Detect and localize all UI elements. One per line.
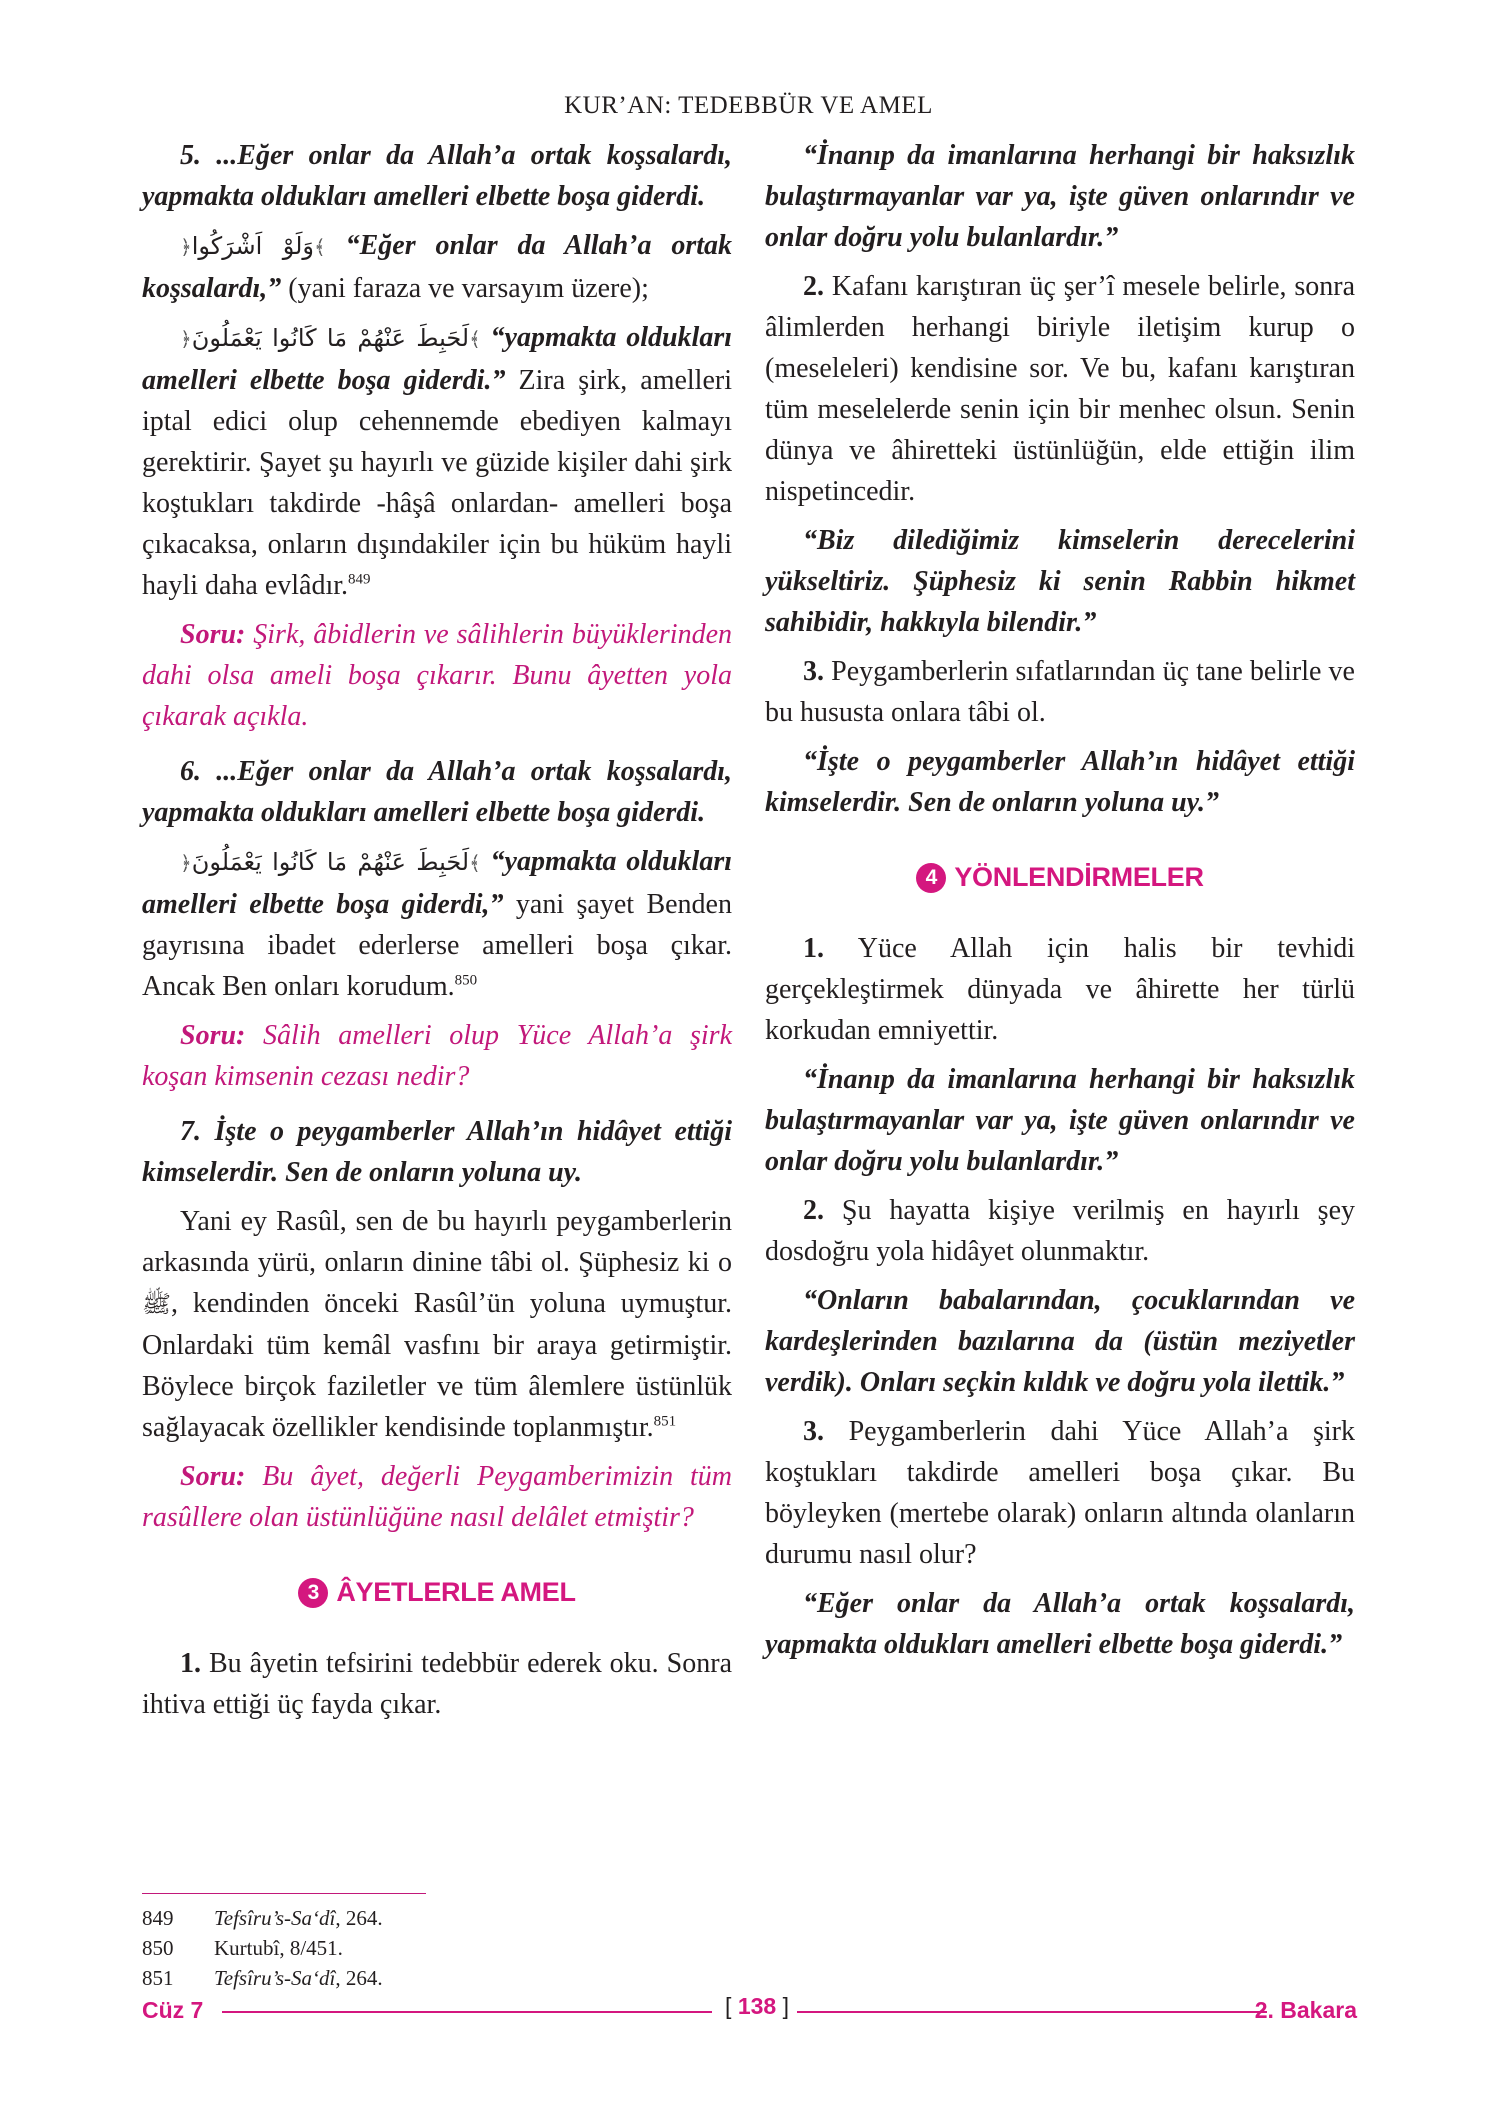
footnote-text: , 264. — [335, 1966, 383, 1990]
juz-label: Cüz 7 — [142, 1997, 204, 2023]
footnote-text: Kurtubî, 8/451. — [214, 1936, 343, 1960]
verse-heading-7: 7. İşte o peygamberler Allah’ın hidâyet ettiği kimselerdir. Sen de onların yoluna uy. — [142, 1116, 732, 1188]
paragraph-text: , kendinden önceki Rasûl’ün yoluna uymuştur. Onlardaki tüm kemâl vasfını bir araya getirmiştir. Böylece birçok faziletler ve tüm âlemlere üstünlük sağlayacak özellikler kendisinde toplanmıştır. — [142, 1288, 732, 1443]
item-number: 1. — [803, 933, 824, 964]
question-label: Soru: — [180, 1020, 246, 1051]
paragraph-text: Peygamberlerin sıfatlarından üç tane belirle ve bu hususta onlara tâbi ol. — [765, 656, 1355, 728]
paragraph-text: Peygamberlerin dahi Yüce Allah’a şirk koştukları takdirde amelleri boşa çıkar. Bu böyleyken (mertebe olarak) onların altında olanların durumu nasıl olur? — [765, 1416, 1355, 1570]
section-heading-4 — [765, 857, 1355, 898]
paragraph — [142, 1201, 732, 1448]
page-number-value: 138 — [737, 1993, 777, 2019]
quoted-verse: “İşte o peygamberler Allah’ın hidâyet ettiği kimselerdir. Sen de onların yoluna uy.” — [765, 746, 1355, 818]
footnote-ref[interactable]: 849 — [348, 571, 371, 588]
footer-rule-right — [797, 2011, 1267, 2013]
ayah-bracket-icon: ﴿ — [180, 851, 192, 875]
item-number: 1. — [180, 1648, 201, 1679]
ayah-bracket-icon: ﴾ — [314, 235, 326, 259]
question-label: Soru: — [180, 1461, 246, 1492]
quoted-meaning: “yapmakta oldukları amelleri elbette boşa giderdi.” — [142, 322, 733, 396]
quoted-verse: “Eğer onlar da Allah’a ortak koşsalardı, yapmakta oldukları amelleri elbette boşa giderdi.” — [765, 1588, 1355, 1660]
paragraph — [142, 317, 732, 606]
paragraph-text: Bu âyetin tefsirini tedebbür ederek oku. Sonra ihtiva ettiği üç fayda çıkar. — [142, 1648, 732, 1720]
paragraph — [765, 1190, 1355, 1272]
paragraph-text: Kafanı karıştıran üç şer’î mesele belirle, sonra âlimlerden herhangi biriyle iletişim kurup o (meseleleri) kendisine sor. Ve bu, kafanı karıştıran tüm meselelerde senin için bir menhec olsun. Senin dünya ve âhiretteki üstünlüğün, elde ettiğin ilim nispetincedir. — [765, 271, 1355, 507]
item-number: 3. — [803, 1416, 824, 1447]
footnote-divider — [142, 1893, 426, 1894]
question-text: Şirk, âbidlerin ve sâlihlerin büyüklerinden dahi olsa ameli boşa çıkarır. Bunu âyetten yola çıkarak açıkla. — [142, 619, 732, 732]
section-title: YÖNLENDİRMELER — [954, 862, 1204, 892]
footnote-source-title: Tefsîru’s-Sa‘dî — [214, 1906, 336, 1930]
footnote — [142, 1933, 383, 1963]
running-head: KUR’AN: TEDEBBÜR VE AMEL — [564, 92, 933, 119]
paragraph-text: yani şayet Benden gayrısına ibadet ederlerse amelleri boşa çıkar. Ancak Ben onları korudum. — [142, 889, 732, 1002]
page-number — [717, 1993, 797, 2020]
footnote — [142, 1963, 383, 1993]
left-column — [142, 135, 732, 1733]
question — [142, 614, 732, 737]
arabic-text: وَلَوْ اَشْرَكُوا — [191, 232, 315, 260]
ayah-bracket-icon: ﴿ — [180, 235, 192, 259]
verse-heading-6: 6. ...Eğer onlar da Allah’a ortak koşsalardı, yapmakta oldukları amelleri elbette boşa giderdi. — [142, 756, 732, 828]
question — [142, 1015, 732, 1097]
quoted-meaning: “Eğer onlar da Allah’a ortak koşsalardı,” — [142, 230, 733, 304]
paragraph — [142, 841, 732, 1007]
footnote-source-title: Tefsîru’s-Sa‘dî — [214, 1966, 336, 1990]
footnote-ref[interactable]: 851 — [653, 1413, 677, 1430]
paragraph — [765, 1411, 1355, 1575]
footnote — [142, 1903, 383, 1933]
question-text: Sâlih amelleri olup Yüce Allah’a şirk koşan kimsenin cezası nedir? — [142, 1020, 732, 1092]
sura-label: 2. Bakara — [1254, 1997, 1357, 2023]
paragraph-text: Yani ey Rasûl, sen de bu hayırlı peygamberlerin arkasında yürü, onların dinine tâbi ol. Şüphesiz ki o — [142, 1206, 732, 1278]
arabic-text: لَحَبِطَ عَنْهُمْ مَا كَانُوا يَعْمَلُونَ — [191, 848, 470, 876]
footnote-number: 851 — [142, 1966, 174, 1990]
footnote-ref[interactable]: 850 — [454, 972, 478, 989]
verse-heading-5: 5. ...Eğer onlar da Allah’a ortak koşsalardı, yapmakta oldukları amelleri elbette boşa giderdi. — [142, 140, 732, 212]
right-column — [765, 135, 1355, 1673]
section-heading-3 — [142, 1572, 732, 1613]
quoted-verse: “İnanıp da imanlarına herhangi bir haksızlık bulaştırmayanlar var ya, işte güven onlarındır ve onlar doğru yolu bulanlardır.” — [765, 140, 1355, 253]
paragraph — [765, 651, 1355, 733]
page-footer — [142, 1993, 1357, 2029]
question — [142, 1456, 732, 1538]
page-bracket-open: [ — [725, 1993, 732, 2019]
ayah-bracket-icon: ﴿ — [180, 327, 192, 351]
paragraph — [765, 266, 1355, 512]
quoted-verse: “İnanıp da imanlarına herhangi bir haksızlık bulaştırmayanlar var ya, işte güven onlarındır ve onlar doğru yolu bulanlardır.” — [765, 1064, 1355, 1177]
paragraph-text: Zira şirk, amelleri iptal edici olup cehennemde ebediyen kalmayı gerektirir. Şayet şu hayırlı ve güzide kişiler dahi şirk koştukları takdirde -hâşâ onlardan- amelleri boşa çıkacaksa, onların dışındakiler için bu hüküm hayli hayli daha evlâdır. — [142, 365, 732, 601]
salawat-icon: ﷺ — [142, 1290, 171, 1318]
question-label: Soru: — [180, 619, 246, 650]
item-number: 3. — [803, 656, 824, 687]
paragraph — [142, 225, 732, 309]
quoted-meaning: “yapmakta oldukları amelleri elbette boşa giderdi,” — [142, 846, 733, 920]
item-number: 2. — [803, 271, 824, 302]
paragraph — [142, 1643, 732, 1725]
footer-rule-left — [222, 2011, 712, 2013]
item-number: 2. — [803, 1195, 824, 1226]
paragraph-text: Yüce Allah için halis bir tevhidi gerçekleştirmek dünyada ve âhirette her türlü korkudan emniyettir. — [765, 933, 1355, 1046]
footnote-number: 850 — [142, 1936, 174, 1960]
footnote-number: 849 — [142, 1906, 174, 1930]
page-bracket-close: ] — [782, 1993, 789, 2019]
paragraph — [765, 928, 1355, 1051]
footnote-text: , 264. — [335, 1906, 383, 1930]
footnotes — [142, 1903, 383, 1993]
ayah-bracket-icon: ﴾ — [469, 851, 481, 875]
paragraph-text: Şu hayatta kişiye verilmiş en hayırlı şey dosdoğru yola hidâyet olunmaktır. — [765, 1195, 1355, 1267]
arabic-text: لَحَبِطَ عَنْهُمْ مَا كَانُوا يَعْمَلُونَ — [191, 324, 470, 352]
ayah-bracket-icon: ﴾ — [469, 327, 481, 351]
section-title: ÂYETLERLE AMEL — [336, 1577, 576, 1607]
quoted-verse: “Biz dilediğimiz kimselerin derecelerini yükseltiriz. Şüphesiz ki senin Rabbin hikmet sahibidir, hakkıyla bilendir.” — [765, 525, 1355, 638]
section-number-badge: 3 — [298, 1578, 328, 1608]
question-text: Bu âyet, değerli Peygamberimizin tüm rasûllere olan üstünlüğüne nasıl delâlet etmiştir? — [142, 1461, 732, 1533]
section-number-badge: 4 — [916, 863, 946, 893]
quoted-verse: “Onların babalarından, çocuklarından ve kardeşlerinden bazılarına da (üstün meziyetler verdik). Onları seçkin kıldık ve doğru yola ilettik.” — [765, 1285, 1355, 1398]
paragraph-text: (yani faraza ve varsayım üzere); — [281, 273, 649, 304]
